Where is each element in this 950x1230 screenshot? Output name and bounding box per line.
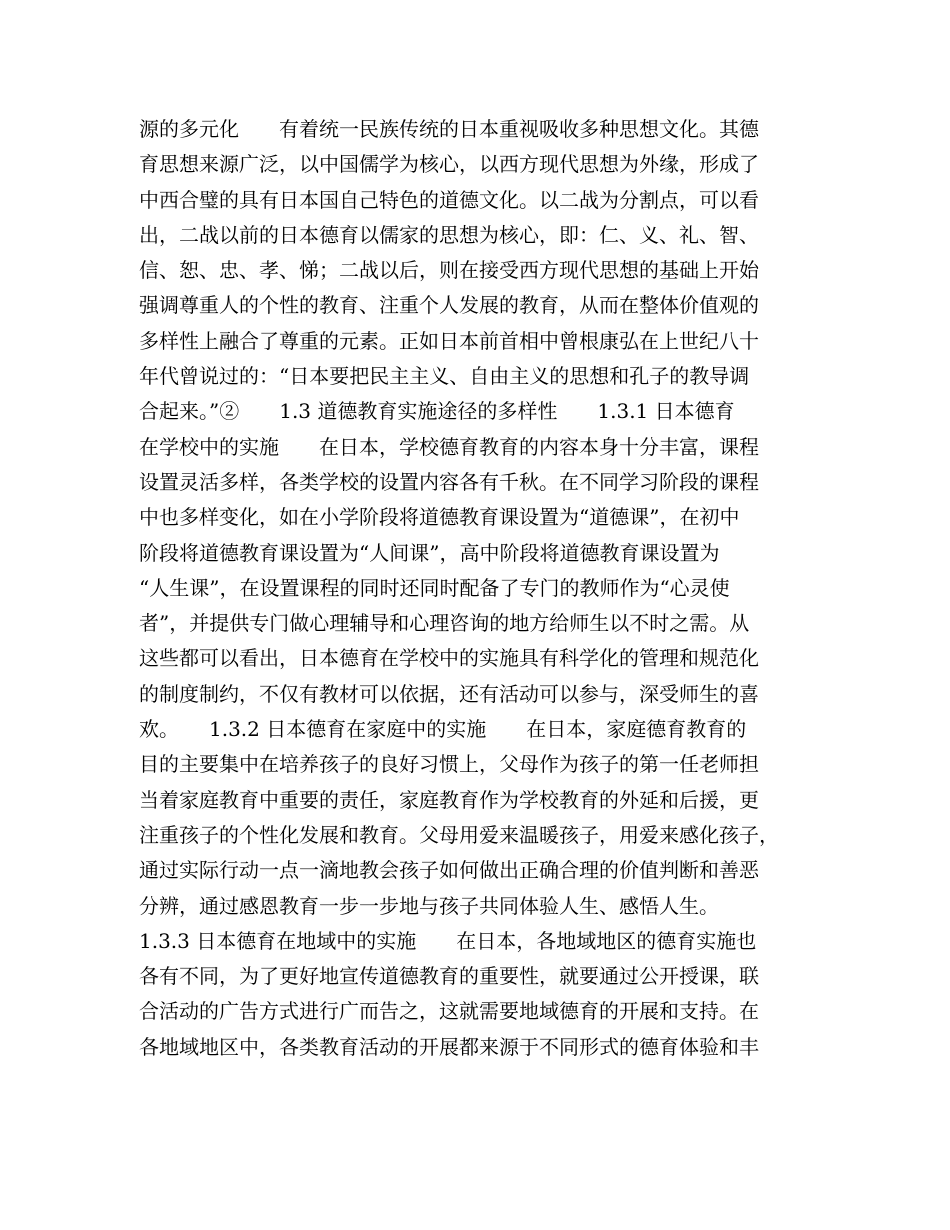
text-line: 合活动的广告方式进行广而告之，这就需要地域德育的开展和支持。在 [139, 999, 759, 1024]
text-line: “人生课”，在设置课程的同时还同时配备了专门的教师作为“心灵使 [139, 575, 730, 600]
text-line: 各有不同，为了更好地宣传道德教育的重要性，就要通过公开授课，联 [139, 964, 759, 989]
text-line: 中也多样变化，如在小学阶段将道德教育课设置为“道德课”，在初中 [139, 505, 740, 530]
text-line: 的制度制约，不仅有教材可以依据，还有活动可以参与，深受师生的喜 [139, 681, 759, 706]
text-line: 设置灵活多样，各类学校的设置内容各有千秋。在不同学习阶段的课程 [139, 469, 759, 494]
text-line: 在学校中的实施 在日本，学校德育教育的内容本身十分丰富，课程 [139, 434, 759, 459]
text-line: 1.3.3 日本德育在地域中的实施 在日本，各地域地区的德育实施也 [139, 928, 757, 953]
body-text [139, 112, 819, 1065]
text-line: 强调尊重人的个性的教育、注重个人发展的教育，从而在整体价值观的 [139, 293, 759, 318]
text-line: 目的主要集中在培养孩子的良好习惯上，父母作为孩子的第一任老师担 [139, 752, 759, 777]
text-line: 信、恕、忠、孝、悌；二战以后，则在接受西方现代思想的基础上开始 [139, 258, 759, 283]
text-line: 分辨，通过感恩教育一步一步地与孩子共同体验人生、感悟人生。 [139, 893, 719, 918]
text-line: 各地域地区中，各类教育活动的开展都来源于不同形式的德育体验和丰 [139, 1034, 759, 1059]
text-line: 欢。 1.3.2 日本德育在家庭中的实施 在日本，家庭德育教育的 [139, 717, 747, 742]
text-line: 阶段将道德教育课设置为“人间课”，高中阶段将道德教育课设置为 [139, 540, 720, 565]
text-line: 注重孩子的个性化发展和教育。父母用爱来温暖孩子，用爱来感化孩子， [139, 822, 779, 847]
text-line: 中西合璧的具有日本国自己特色的道德文化。以二战为分割点，可以看 [139, 187, 759, 212]
text-line: 通过实际行动一点一滴地教会孩子如何做出正确合理的价值判断和善恶 [139, 858, 759, 883]
text-line: 合起来。”② 1.3 道德教育实施途径的多样性 1.3.1 日本德育 [139, 399, 735, 424]
text-line: 这些都可以看出，日本德育在学校中的实施具有科学化的管理和规范化 [139, 646, 759, 671]
text-line: 多样性上融合了尊重的元素。正如日本前首相中曾根康弘在上世纪八十 [139, 328, 759, 353]
text-line: 出，二战以前的日本德育以儒家的思想为核心，即：仁、义、礼、智、 [139, 222, 759, 247]
text-line: 育思想来源广泛，以中国儒学为核心，以西方现代思想为外缘，形成了 [139, 152, 759, 177]
text-line: 者”，并提供专门做心理辅导和心理咨询的地方给师生以不时之需。从 [139, 611, 750, 636]
text-line: 年代曾说过的：“日本要把民主主义、自由主义的思想和孔子的教导调 [139, 364, 750, 389]
text-line: 当着家庭教育中重要的责任，家庭教育作为学校教育的外延和后援，更 [139, 787, 759, 812]
text-line: 源的多元化 有着统一民族传统的日本重视吸收多种思想文化。其德 [139, 117, 759, 141]
